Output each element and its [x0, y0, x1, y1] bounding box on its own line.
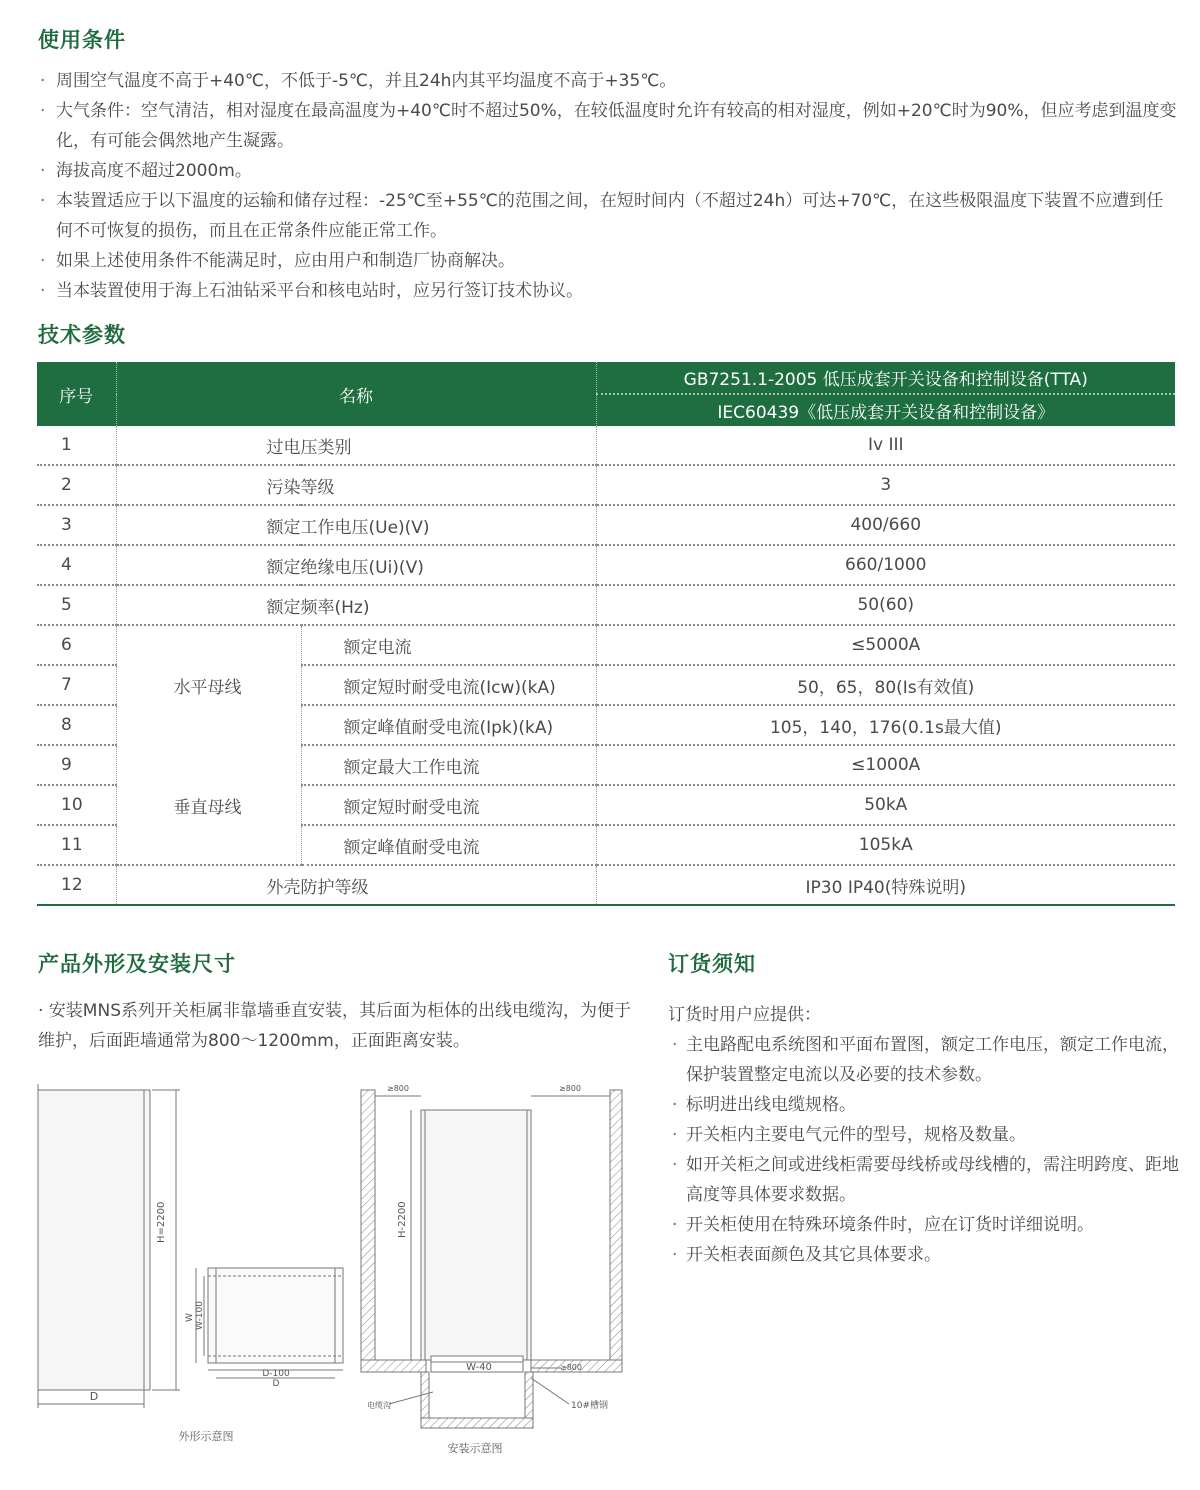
label-h2200b: H-2200: [397, 1201, 408, 1238]
install-diagram: [355, 1078, 625, 1463]
label-h2200: H=2200: [156, 1201, 167, 1243]
table-row: 5 额定频率(Hz) 50(60): [37, 585, 1175, 625]
label-channel-steel: 10#槽钢: [571, 1401, 608, 1411]
list-item: · 本装置适应于以下温度的运输和储存过程：-25℃至+55℃的范围之间，在短时间内（不超过24h）可达+70℃，在这些极限温度下装置不应遭到任何不可恢复的损伤，而且在正常条件应能正常工作。: [38, 186, 1178, 246]
table-header: [37, 362, 1175, 394]
label-cable-trench: 电缆沟: [367, 1401, 391, 1410]
header-no: 序号: [37, 362, 116, 426]
label-d-plan: D: [272, 1379, 280, 1389]
list-item: · 开关柜使用在特殊环境条件时，应在订货时详细说明。: [668, 1210, 1183, 1240]
label-d: D: [89, 1390, 99, 1403]
table-row: 3 额定工作电压(Ue)(V) 400/660: [37, 505, 1175, 545]
table-row: 7 水平母线 额定短时耐受电流(Icw)(kA) 50，65，80(Is有效值): [37, 665, 1175, 705]
cabinet-plan: [208, 1268, 343, 1363]
header-name: 名称: [116, 362, 596, 426]
table-row: 4 额定绝缘电压(Ui)(V) 660/1000: [37, 545, 1175, 585]
list-item: · 标明进出线电缆规格。: [668, 1090, 1183, 1120]
install-text: · 安装MNS系列开关柜属非靠墙垂直安装，其后面为柜体的出线电缆沟，为便于维护，后面距墙通常为800～1200mm，正面距离安装。: [38, 1001, 631, 1051]
list-item: · 当本装置使用于海上石油钻采平台和核电站时，应另行签订技术协议。: [38, 276, 1178, 306]
spec-table: [37, 362, 1175, 906]
label-w: W: [185, 1313, 195, 1322]
outline-caption: 外形示意图: [178, 1430, 234, 1443]
list-item: · 开关柜内主要电气元件的型号，规格及数量。: [668, 1120, 1183, 1150]
list-item: · 如果上述使用条件不能满足时，应由用户和制造厂协商解决。: [38, 246, 1178, 276]
wall-left: [361, 1090, 375, 1360]
label-ge800-right: ≥800: [559, 1084, 581, 1093]
list-item: · 如开关柜之间或进线柜需要母线桥或母线槽的，需注明跨度、距地高度等具体要求数据。: [668, 1150, 1183, 1210]
label-ge800-left: ≥800: [387, 1084, 409, 1093]
order-intro: 订货时用户应提供：: [668, 1005, 821, 1025]
label-w40: W-40: [466, 1362, 492, 1373]
cabinet-front: [38, 1090, 150, 1390]
params-title: 技术参数: [38, 323, 126, 347]
table-row: 9 额定最大工作电流 ≤1000A: [37, 745, 1175, 785]
header-standard-iec: IEC60439《低压成套开关设备和控制设备》: [596, 394, 1175, 426]
table-row: 2 污染等级 3: [37, 465, 1175, 505]
label-ge800-floor: ≥800: [560, 1363, 582, 1372]
wall-right: [610, 1090, 622, 1360]
order-title: 订货须知: [668, 952, 756, 976]
list-item: · 周围空气温度不高于+40℃，不低于-5℃，并且24h内其平均温度不高于+35℃。: [38, 66, 1178, 96]
table-row: 1 过电压类别 Iv III: [37, 426, 1175, 465]
conditions-title: 使用条件: [38, 28, 126, 52]
table-row: 12 外壳防护等级 IP30 IP40(特殊说明): [37, 865, 1175, 905]
table-row: 8 额定峰值耐受电流(Ipk)(kA) 105，140，176(0.1s最大值): [37, 705, 1175, 745]
list-item: · 海拔高度不超过2000m。: [38, 156, 1178, 186]
group-horizontal-bus: 水平母线: [116, 665, 301, 705]
install-caption: 安装示意图: [447, 1442, 503, 1455]
cabinet-side: [421, 1110, 531, 1360]
conditions-list: [38, 66, 1178, 306]
table-row: 6 额定电流 ≤5000A: [37, 625, 1175, 665]
order-info: [668, 1000, 1183, 1270]
group-vertical-bus: 垂直母线: [116, 785, 301, 825]
shape-title: 产品外形及安装尺寸: [38, 952, 236, 976]
list-item: · 主电路配电系统图和平面布置图，额定工作电压，额定工作电流，保护装置整定电流以及必要的技术参数。: [668, 1030, 1183, 1090]
table-row: 11 额定峰值耐受电流 105kA: [37, 825, 1175, 865]
label-d100: D-100: [262, 1369, 290, 1379]
header-standard-gb: GB7251.1-2005 低压成套开关设备和控制设备(TTA): [596, 362, 1175, 394]
list-item: · 大气条件：空气清洁，相对湿度在最高温度为+40℃时不超过50%，在较低温度时允许有较高的相对湿度，例如+20℃时为90%，但应考虑到温度变化，有可能会偶然地产生凝露。: [38, 96, 1178, 156]
table-row: 10 垂直母线 额定短时耐受电流 50kA: [37, 785, 1175, 825]
list-item: · 开关柜表面颜色及其它具体要求。: [668, 1240, 1183, 1270]
outline-diagram: [30, 1078, 350, 1448]
label-w100: W-100: [195, 1301, 205, 1330]
